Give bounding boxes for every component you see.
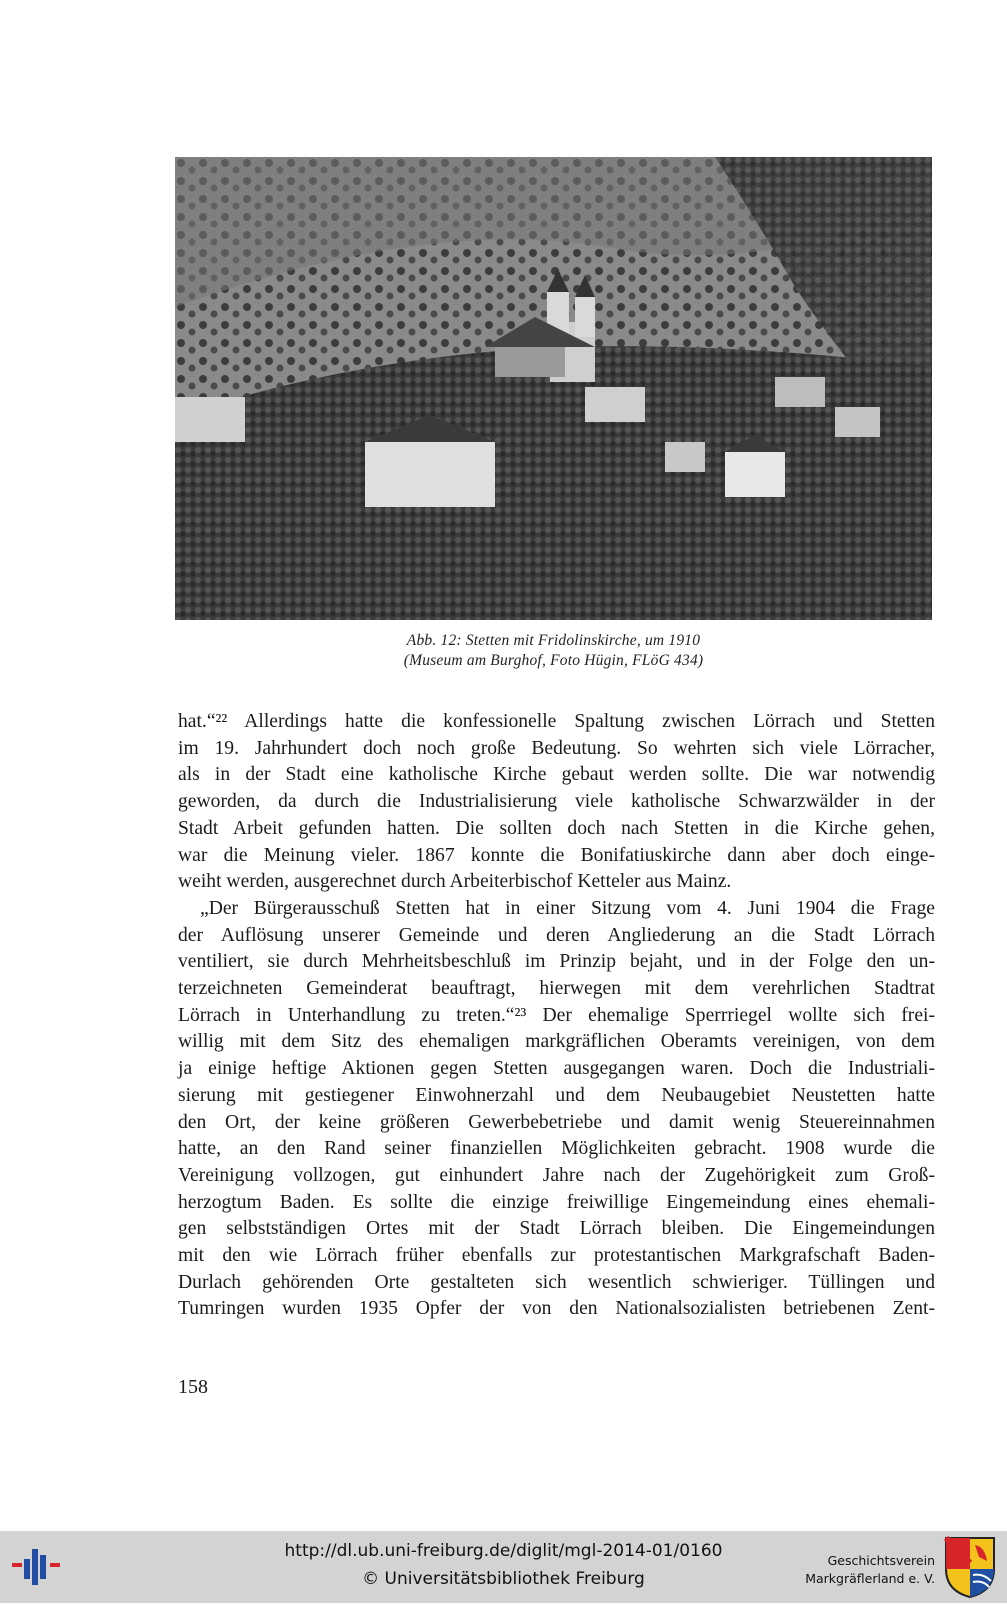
body-text — [178, 709, 935, 1323]
copyright-notice: © Universitätsbibliothek Freiburg — [362, 1569, 645, 1589]
text-line: Vereinigung vollzogen, gut einhundert Jahre nach der Zugehörigkeit zum Groß- — [178, 1164, 935, 1186]
footer-bar — [0, 1531, 1007, 1603]
text-line: willig mit dem Sitz des ehemaligen markgräflichen Oberamts vereinigen, von dem — [178, 1031, 935, 1053]
text-line: „Der Bürgerausschuß Stetten hat in einer Sitzung vom 4. Juni 1904 die Frage — [200, 897, 935, 919]
text-line: ja einige heftige Aktionen gegen Stetten ausgegangen waren. Doch die Industriali- — [178, 1058, 935, 1080]
text-line: hatte, an den Rand seiner finanziellen Möglichkeiten gebracht. 1908 wurde die — [178, 1138, 935, 1160]
text-line: herzogtum Baden. Es sollte die einzige freiwillige Eingemeindung eines ehemali- — [178, 1191, 935, 1213]
text-line: sierung mit gestiegener Einwohnerzahl und dem Neubaugebiet Neustetten hatte — [178, 1084, 935, 1106]
text-line: Tumringen wurden 1935 Opfer der von den Nationalsozialisten betriebenen Zent- — [178, 1298, 935, 1320]
coat-of-arms-icon — [943, 1535, 997, 1599]
text-line: geworden, da durch die Industrialisierung viele katholische Schwarzwälder in der — [178, 791, 935, 813]
figure-caption-credit: (Museum am Burghof, Foto Hügin, FLöG 434) — [403, 652, 704, 669]
text-line: mit den wie Lörrach früher ebenfalls zur protestantischen Markgrafschaft Baden- — [178, 1245, 935, 1267]
village-photo-image — [175, 157, 932, 620]
text-line: gen selbstständigen Ortes mit der Stadt Lörrach bleiben. Die Eingemeindungen — [178, 1218, 935, 1240]
text-line: Lörrach in Unterhandlung zu treten.“²³ Der ehemalige Sperrriegel wollte sich frei- — [178, 1004, 935, 1026]
text-line: im 19. Jahrhundert doch noch große Bedeutung. So wehrten sich viele Lörracher, — [178, 737, 935, 759]
text-line: war die Meinung vieler. 1867 konnte die Bonifatiuskirche dann aber doch einge- — [178, 844, 935, 866]
text-line: Durlach gehörenden Orte gestalteten sich wesentlich schwieriger. Tüllingen und — [178, 1271, 935, 1293]
society-name-line1: Geschichtsverein — [827, 1553, 935, 1568]
figure-caption-title: Abb. 12: Stetten mit Fridolinskirche, um 1910 — [406, 632, 701, 649]
text-line: als in der Stadt eine katholische Kirche gebaut werden sollte. Die war notwendig — [178, 764, 935, 786]
text-line: terzeichneten Gemeinderat beauftragt, hierwegen mit dem verehrlichen Stadtrat — [178, 978, 935, 1000]
text-line: der Auflösung unserer Gemeinde und deren Angliederung an die Stadt Lörrach — [178, 924, 935, 946]
document-url-link[interactable]: http://dl.ub.uni-freiburg.de/diglit/mgl-2014-01/0160 — [284, 1541, 723, 1561]
page-number: 158 — [178, 1376, 208, 1398]
text-line: weiht werden, ausgerechnet durch Arbeiterbischof Ketteler aus Mainz. — [178, 871, 732, 893]
text-line: Stadt Arbeit gefunden hatten. Die sollten doch nach Stetten in die Kirche gehen, — [178, 817, 935, 839]
text-line: den Ort, der keine größeren Gewerbebetriebe und damit wenig Steuereinnahmen — [178, 1111, 935, 1133]
village-photo — [175, 157, 932, 620]
text-line: hat.“²² Allerdings hatte die konfessionelle Spaltung zwischen Lörrach und Stetten — [178, 711, 935, 732]
society-name-line2: Markgräflerland e. V. — [805, 1571, 935, 1586]
text-line: ventiliert, sie durch Mehrheitsbeschluß im Prinzip bejaht, und in der Folge den un- — [178, 951, 935, 973]
